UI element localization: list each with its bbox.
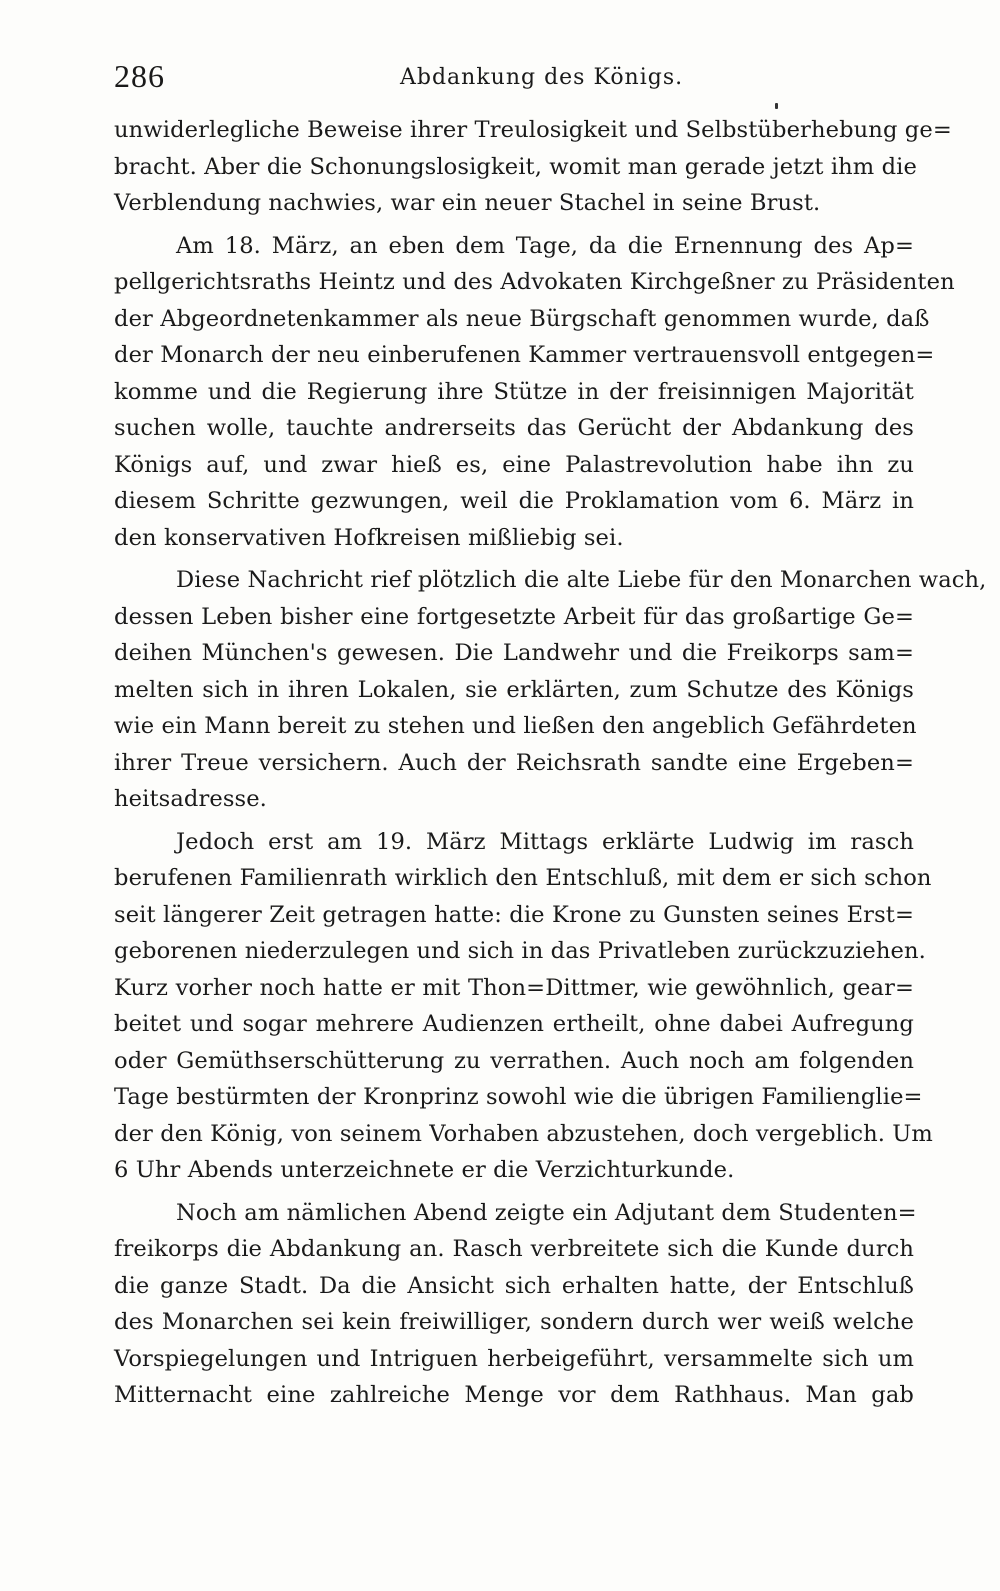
text-line: suchen wolle, tauchte andrerseits das Gerücht der Abdankung des [114,415,914,441]
print-speck [775,103,778,109]
text-line: die ganze Stadt. Da die Ansicht sich erhalten hatte, der Entschluß [114,1272,914,1299]
text-line: berufenen Familienrath wirklich den Entschluß, mit dem er sich schon [114,865,932,891]
running-title: Abdankung des Königs. [400,65,684,90]
text-line: der Monarch der neu einberufenen Kammer vertrauensvoll entgegen= [114,342,935,368]
text-line: heitsadresse. [114,786,267,812]
body-text [114,112,987,1414]
text-line: Königs auf, und zwar hieß es, eine Palastrevolution habe ihn zu [114,451,914,478]
text-line: geborenen niederzulegen und sich in das Privatleben zurückzuziehen. [114,938,926,964]
text-line: diesem Schritte gezwungen, weil die Proklamation vom 6. März in [114,488,914,514]
paragraph [114,562,987,818]
text-line: dessen Leben bisher eine fortgesetzte Arbeit für das großartige Ge= [114,603,914,630]
text-line: beitet und sogar mehrere Audienzen ertheilt, ohne dabei Aufregung [114,1011,914,1037]
text-line: Tage bestürmten der Kronprinz sowohl wie die übrigen Familienglie= [114,1084,923,1110]
text-line: Vorspiegelungen und Intriguen herbeigeführt, versammelte sich um [114,1345,914,1372]
page-number: 286 [114,58,165,94]
text-line: Am 18. März, an eben dem Tage, da die Ernennung des Ap= [176,232,914,259]
text-line: seit längerer Zeit getragen hatte: die Krone zu Gunsten seines Erst= [114,901,914,928]
text-line: oder Gemüthserschütterung zu verrathen. Auch noch am folgenden [114,1047,914,1074]
text-line: ihrer Treue versichern. Auch der Reichsrath sandte eine Ergeben= [114,749,914,776]
text-line: melten sich in ihren Lokalen, sie erklärten, zum Schutze des Königs [114,676,914,703]
text-line: Diese Nachricht rief plötzlich die alte Liebe für den Monarchen wach, [176,567,987,593]
paragraph [114,112,952,222]
text-line: der Abgeordnetenkammer als neue Bürgschaft genommen wurde, daß [114,305,930,332]
text-line: des Monarchen sei kein freiwilliger, sondern durch wer weiß welche [114,1309,914,1335]
text-line: bracht. Aber die Schonungslosigkeit, womit man gerade jetzt ihm die [114,153,917,180]
text-line: Jedoch erst am 19. März Mittags erklärte Ludwig im rasch [176,828,914,855]
text-line: unwiderlegliche Beweise ihrer Treulosigkeit und Selbstüberhebung ge= [114,117,952,143]
paragraph [114,824,933,1189]
text-line: pellgerichtsraths Heintz und des Advokaten Kirchgeßner zu Präsidenten [114,269,955,295]
text-line: deihen München's gewesen. Die Landwehr und die Freikorps sam= [114,640,914,666]
text-line: 6 Uhr Abends unterzeichnete er die Verzichturkunde. [114,1157,735,1183]
text-line: Verblendung nachwies, war ein neuer Stachel in seine Brust. [114,190,821,216]
text-line: den konservativen Hofkreisen mißliebig sei. [114,524,624,551]
text-line: freikorps die Abdankung an. Rasch verbreitete sich die Kunde durch [114,1236,914,1262]
text-line: wie ein Mann bereit zu stehen und ließen den angeblich Gefährdeten [114,713,917,739]
page-header [112,56,912,100]
paragraph [114,228,955,557]
paragraph [114,1195,917,1414]
text-line: Kurz vorher noch hatte er mit Thon=Dittmer, wie gewöhnlich, gear= [114,974,914,1001]
text-line: komme und die Regierung ihre Stütze in der freisinnigen Majorität [114,378,914,405]
text-line: Mitternacht eine zahlreiche Menge vor dem Rathhaus. Man gab [114,1382,914,1408]
text-line: Noch am nämlichen Abend zeigte ein Adjutant dem Studenten= [176,1199,917,1226]
text-line: der den König, von seinem Vorhaben abzustehen, doch vergeblich. Um [114,1120,933,1147]
